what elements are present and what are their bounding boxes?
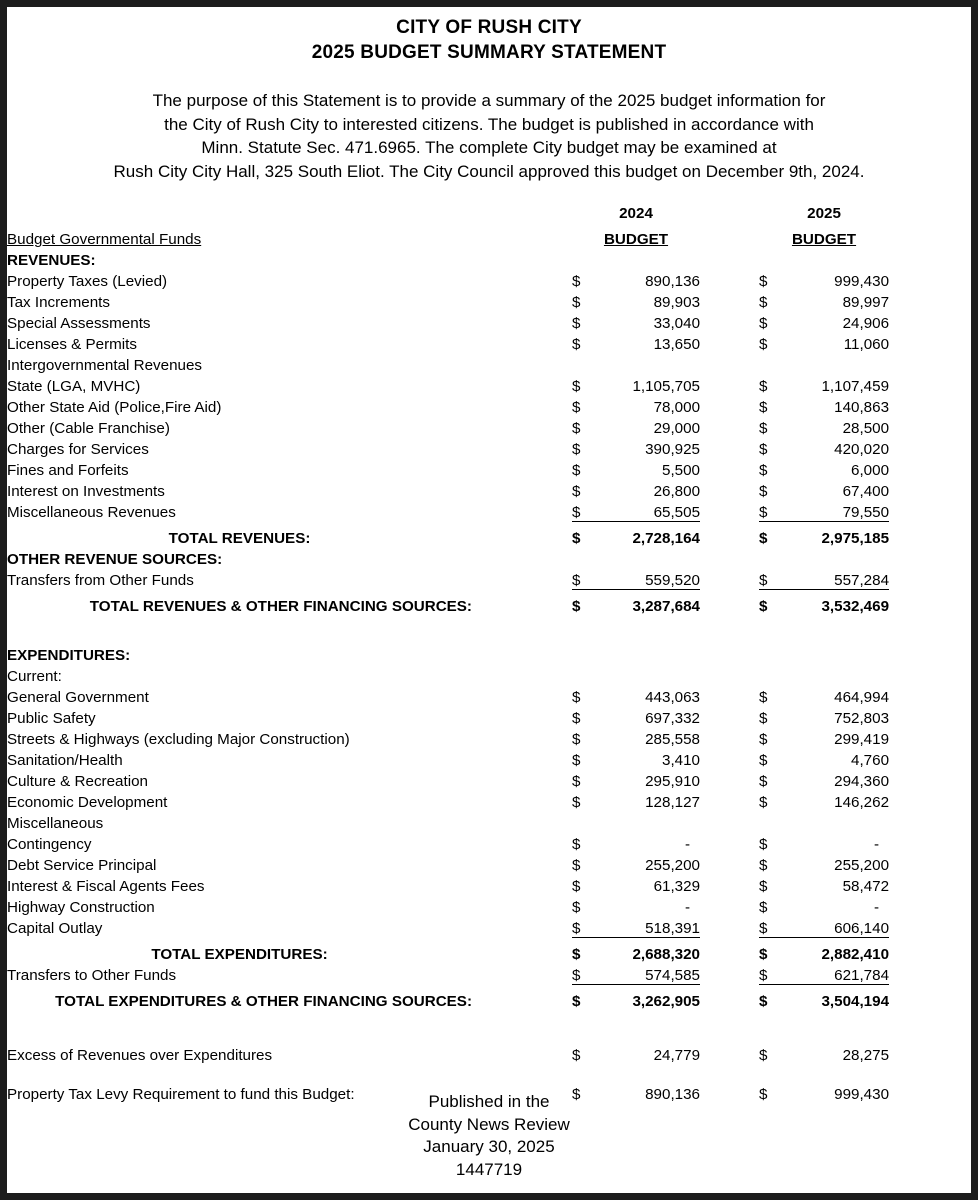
currency-symbol-2024: $ <box>572 420 581 437</box>
section-heading-expenditures-label: EXPENDITURES: <box>7 647 131 664</box>
currency-symbol-2025: $ <box>759 420 768 437</box>
row-label-other-state-aid: Other State Aid (Police,Fire Aid) <box>7 399 222 416</box>
value-special-assessments-2024: 33,040 <box>653 315 701 332</box>
currency-symbol-2024: $ <box>572 919 581 937</box>
value-total-expenditures-2025: 2,882,410 <box>781 937 889 963</box>
currency-symbol-2024: $ <box>572 966 581 984</box>
currency-symbol-2024: $ <box>572 462 581 479</box>
value-other-state-aid-2024: 78,000 <box>653 399 701 416</box>
value-property-tax-levy-2024: 890,136 <box>645 1086 701 1103</box>
currency-symbol-2024: $ <box>572 794 581 811</box>
row-label-charges-for-services: Charges for Services <box>7 441 149 458</box>
row-label-total-expenditures-other-financing: TOTAL EXPENDITURES & OTHER FINANCING SOURCES: <box>55 993 472 1010</box>
currency-symbol-2025: $ <box>759 571 768 589</box>
row-label-state-lga-mvhc: State (LGA, MVHC) <box>7 378 141 395</box>
table-row <box>7 269 971 290</box>
table-row <box>7 479 971 500</box>
table-row <box>7 458 971 479</box>
currency-symbol-2024: $ <box>572 441 581 458</box>
row-label-special-assessments: Special Assessments <box>7 315 151 332</box>
currency-symbol-2024: $ <box>572 294 581 311</box>
value-sanitation-health-2025: 4,760 <box>851 752 890 769</box>
table-total-row-expenditures <box>7 937 971 963</box>
row-label-sanitation-health: Sanitation/Health <box>7 752 123 769</box>
currency-symbol-2025: $ <box>759 731 768 748</box>
document-page <box>7 7 971 1193</box>
currency-symbol-2025: $ <box>759 878 768 895</box>
value-special-assessments-2025: 24,906 <box>842 315 890 332</box>
currency-symbol-2025: $ <box>759 937 781 963</box>
budget-table <box>7 201 971 1103</box>
intro-line-3: Minn. Statute Sec. 471.6965. The complete City budget may be examined at <box>201 138 777 157</box>
currency-symbol-2025: $ <box>759 441 768 458</box>
title-line-1: CITY OF RUSH CITY <box>396 17 582 38</box>
currency-symbol-2025: $ <box>759 984 781 1010</box>
value-culture-recreation-2025: 294,360 <box>834 773 890 790</box>
value-state-lga-mvhc-2025: 1,107,459 <box>821 378 890 395</box>
currency-symbol-2024: $ <box>572 773 581 790</box>
table-row <box>7 374 971 395</box>
currency-symbol-2025: $ <box>759 336 768 353</box>
value-streets-highways-2024: 285,558 <box>645 731 701 748</box>
table-row <box>7 895 971 916</box>
currency-symbol-2025: $ <box>759 773 768 790</box>
value-transfers-from-2024: 559,520 <box>645 571 701 589</box>
table-row <box>7 353 971 374</box>
row-label-interest-on-investments: Interest on Investments <box>7 483 165 500</box>
section-spacer <box>7 615 971 643</box>
table-total-row-revenues <box>7 521 971 547</box>
value-total-exp-other-2025: 3,504,194 <box>781 984 889 1010</box>
table-row <box>7 916 971 937</box>
value-transfers-to-2025: 621,784 <box>834 966 890 984</box>
currency-symbol-2024: $ <box>572 937 594 963</box>
section-heading-revenues <box>7 248 971 269</box>
table-row <box>7 811 971 832</box>
currency-symbol-2025: $ <box>759 315 768 332</box>
currency-symbol-2025: $ <box>759 710 768 727</box>
table-row <box>7 769 971 790</box>
column-header-budget-2024: BUDGET <box>603 231 669 248</box>
row-label-transfers-to-other-funds: Transfers to Other Funds <box>7 967 177 984</box>
table-header-labels <box>7 222 971 248</box>
row-label-total-revenues-other-financing: TOTAL REVENUES & OTHER FINANCING SOURCES: <box>89 598 472 615</box>
value-excess-revenues-2024: 24,779 <box>653 1047 701 1064</box>
value-sanitation-health-2024: 3,410 <box>662 752 701 769</box>
currency-symbol-2025: $ <box>759 966 768 984</box>
table-header-years <box>7 201 971 222</box>
intro-line-1: The purpose of this Statement is to provide a summary of the 2025 budget information for <box>152 91 826 110</box>
section-spacer <box>7 1010 971 1038</box>
value-total-rev-other-2025: 3,532,469 <box>781 589 889 615</box>
value-other-cable-2025: 28,500 <box>842 420 890 437</box>
table-row <box>7 727 971 748</box>
value-licenses-permits-2024: 13,650 <box>653 336 701 353</box>
value-licenses-permits-2025: 11,060 <box>843 336 890 353</box>
value-interest-fiscal-fees-2025: 58,472 <box>842 878 890 895</box>
currency-symbol-2024: $ <box>572 1047 581 1064</box>
header-spacer <box>7 201 472 222</box>
currency-symbol-2024: $ <box>572 857 581 874</box>
table-row <box>7 311 971 332</box>
row-label-total-revenues: TOTAL REVENUES: <box>168 530 311 547</box>
row-label-intergovernmental-revenues: Intergovernmental Revenues <box>7 357 203 374</box>
value-total-rev-other-2024: 3,287,684 <box>594 589 700 615</box>
currency-symbol-2025: $ <box>759 273 768 290</box>
row-label-header-text: Budget Governmental Funds <box>7 231 202 248</box>
value-total-expenditures-2024: 2,688,320 <box>594 937 700 963</box>
row-label-public-safety: Public Safety <box>7 710 96 727</box>
row-label-miscellaneous: Miscellaneous <box>7 815 104 832</box>
value-streets-highways-2025: 299,419 <box>834 731 890 748</box>
intro-paragraph <box>7 89 971 183</box>
table-row <box>7 332 971 353</box>
currency-symbol-2025: $ <box>759 462 768 479</box>
value-total-revenues-2025: 2,975,185 <box>781 521 889 547</box>
table-row <box>7 500 971 521</box>
currency-symbol-2025: $ <box>759 483 768 500</box>
section-heading-other-revenue-label: OTHER REVENUE SOURCES: <box>7 551 223 568</box>
row-label-interest-fiscal-agents-fees: Interest & Fiscal Agents Fees <box>7 878 205 895</box>
currency-symbol-2024: $ <box>572 1086 581 1103</box>
footer-line-2: County News Review <box>408 1114 570 1134</box>
currency-symbol-2024: $ <box>572 521 594 547</box>
value-other-state-aid-2025: 140,863 <box>834 399 890 416</box>
table-total-row-expenditures-other-financing <box>7 984 971 1010</box>
currency-symbol-2024: $ <box>572 336 581 353</box>
currency-symbol-2025: $ <box>759 794 768 811</box>
row-label-miscellaneous-revenues: Miscellaneous Revenues <box>7 504 176 521</box>
value-debt-service-principal-2025: 255,200 <box>834 857 890 874</box>
row-label-transfers-from-other-funds: Transfers from Other Funds <box>7 572 194 589</box>
table-row-excess-revenues <box>7 1038 971 1064</box>
table-row <box>7 685 971 706</box>
column-header-budget-2025: BUDGET <box>791 231 857 248</box>
row-label-contingency: Contingency <box>7 836 92 853</box>
section-heading-expenditures <box>7 643 971 664</box>
row-label-economic-development: Economic Development <box>7 794 168 811</box>
currency-symbol-2024: $ <box>572 503 581 521</box>
section-heading-revenues-label: REVENUES: <box>7 252 96 269</box>
currency-symbol-2024: $ <box>572 689 581 706</box>
value-charges-services-2024: 390,925 <box>645 441 701 458</box>
value-excess-revenues-2025: 28,275 <box>842 1047 890 1064</box>
value-economic-development-2024: 128,127 <box>645 794 701 811</box>
column-header-year-2024: 2024 <box>619 205 653 222</box>
value-total-revenues-2024: 2,728,164 <box>594 521 700 547</box>
value-tax-increments-2024: 89,903 <box>653 294 701 311</box>
value-state-lga-mvhc-2024: 1,105,705 <box>632 378 701 395</box>
currency-symbol-2025: $ <box>759 294 768 311</box>
currency-symbol-2024: $ <box>572 399 581 416</box>
row-label-header <box>7 222 472 248</box>
value-fines-forfeits-2024: 5,500 <box>662 462 701 479</box>
value-debt-service-principal-2024: 255,200 <box>645 857 701 874</box>
row-spacer <box>7 1064 971 1077</box>
value-contingency-2024: - <box>684 836 691 853</box>
currency-symbol-2024: $ <box>572 878 581 895</box>
value-fines-forfeits-2025: 6,000 <box>851 462 890 479</box>
currency-symbol-2024: $ <box>572 984 594 1010</box>
row-label-streets-highways: Streets & Highways (excluding Major Construction) <box>7 731 350 748</box>
table-row <box>7 395 971 416</box>
footer-line-1: Published in the <box>428 1092 550 1111</box>
table-row <box>7 290 971 311</box>
table-row <box>7 790 971 811</box>
value-capital-outlay-2025: 606,140 <box>834 919 890 937</box>
value-misc-revenues-2024: 65,505 <box>653 503 701 521</box>
value-property-tax-levy-2025: 999,430 <box>834 1086 890 1103</box>
currency-symbol-2025: $ <box>759 378 768 395</box>
value-interest-fiscal-fees-2024: 61,329 <box>653 878 701 895</box>
currency-symbol-2025: $ <box>759 689 768 706</box>
currency-symbol-2025: $ <box>759 899 768 916</box>
table-row <box>7 748 971 769</box>
value-transfers-from-2025: 557,284 <box>834 571 890 589</box>
currency-symbol-2024: $ <box>572 836 581 853</box>
row-label-capital-outlay: Capital Outlay <box>7 920 103 937</box>
currency-symbol-2025: $ <box>759 521 781 547</box>
table-total-row-revenues-other-financing <box>7 589 971 615</box>
value-highway-construction-2024: - <box>684 899 691 916</box>
currency-symbol-2025: $ <box>759 836 768 853</box>
table-row <box>7 437 971 458</box>
value-interest-investments-2025: 67,400 <box>842 483 890 500</box>
currency-symbol-2024: $ <box>572 752 581 769</box>
value-contingency-2025: - <box>873 836 880 853</box>
currency-symbol-2025: $ <box>759 399 768 416</box>
value-public-safety-2024: 697,332 <box>645 710 701 727</box>
table-row <box>7 568 971 589</box>
value-culture-recreation-2024: 295,910 <box>645 773 701 790</box>
row-label-property-taxes: Property Taxes (Levied) <box>7 273 168 290</box>
row-label-other-cable-franchise: Other (Cable Franchise) <box>7 420 170 437</box>
value-property-taxes-2024: 890,136 <box>645 273 701 290</box>
intro-line-2: the City of Rush City to interested citizens. The budget is published in accordance with <box>164 114 814 134</box>
value-economic-development-2025: 146,262 <box>834 794 890 811</box>
currency-symbol-2025: $ <box>759 857 768 874</box>
currency-symbol-2025: $ <box>759 752 768 769</box>
value-capital-outlay-2024: 518,391 <box>645 919 701 937</box>
value-total-exp-other-2024: 3,262,905 <box>594 984 700 1010</box>
currency-symbol-2025: $ <box>759 1086 768 1103</box>
row-label-debt-service-principal: Debt Service Principal <box>7 857 157 874</box>
currency-symbol-2024: $ <box>572 378 581 395</box>
currency-symbol-2024: $ <box>572 731 581 748</box>
value-highway-construction-2025: - <box>873 899 880 916</box>
row-label-excess-revenues: Excess of Revenues over Expenditures <box>7 1047 273 1064</box>
publication-footer <box>7 1091 971 1181</box>
value-interest-investments-2024: 26,800 <box>653 483 701 500</box>
currency-symbol-2025: $ <box>759 1047 768 1064</box>
currency-symbol-2024: $ <box>572 273 581 290</box>
value-misc-revenues-2025: 79,550 <box>842 503 890 521</box>
subsection-heading-current <box>7 664 971 685</box>
row-label-fines-and-forfeits: Fines and Forfeits <box>7 462 129 479</box>
currency-symbol-2024: $ <box>572 899 581 916</box>
footer-line-3: January 30, 2025 <box>423 1137 555 1156</box>
currency-symbol-2024: $ <box>572 483 581 500</box>
footer-line-4: 1447719 <box>455 1159 523 1179</box>
table-row <box>7 963 971 984</box>
currency-symbol-2025: $ <box>759 503 768 521</box>
row-label-tax-increments: Tax Increments <box>7 294 110 311</box>
budget-table-wrapper <box>7 201 971 1103</box>
table-row <box>7 832 971 853</box>
table-row <box>7 416 971 437</box>
row-label-general-government: General Government <box>7 689 149 706</box>
subsection-heading-current-label: Current: <box>7 668 62 685</box>
currency-symbol-2025: $ <box>759 589 781 615</box>
table-row <box>7 853 971 874</box>
title-line-2: 2025 BUDGET SUMMARY STATEMENT <box>311 42 667 63</box>
value-tax-increments-2025: 89,997 <box>842 294 890 311</box>
row-label-licenses-permits: Licenses & Permits <box>7 336 137 353</box>
row-label-culture-recreation: Culture & Recreation <box>7 773 148 790</box>
intro-line-4: Rush City City Hall, 325 South Eliot. The City Council approved this budget on December 9th, 2024. <box>113 161 865 181</box>
value-public-safety-2025: 752,803 <box>834 710 890 727</box>
row-label-highway-construction: Highway Construction <box>7 899 155 916</box>
currency-symbol-2024: $ <box>572 589 594 615</box>
value-property-taxes-2025: 999,430 <box>834 273 890 290</box>
currency-symbol-2025: $ <box>759 919 768 937</box>
table-row <box>7 706 971 727</box>
document-title <box>7 7 971 65</box>
value-other-cable-2024: 29,000 <box>653 420 701 437</box>
column-header-year-2025: 2025 <box>807 205 841 222</box>
row-label-total-expenditures: TOTAL EXPENDITURES: <box>151 946 328 963</box>
value-general-government-2024: 443,063 <box>645 689 701 706</box>
table-row <box>7 874 971 895</box>
currency-symbol-2024: $ <box>572 710 581 727</box>
value-charges-services-2025: 420,020 <box>834 441 890 458</box>
row-label-property-tax-levy: Property Tax Levy Requirement to fund this Budget: <box>7 1086 355 1103</box>
currency-symbol-2024: $ <box>572 315 581 332</box>
value-transfers-to-2024: 574,585 <box>645 966 701 984</box>
value-general-government-2025: 464,994 <box>834 689 890 706</box>
section-heading-other-revenue <box>7 547 971 568</box>
currency-symbol-2024: $ <box>572 571 581 589</box>
